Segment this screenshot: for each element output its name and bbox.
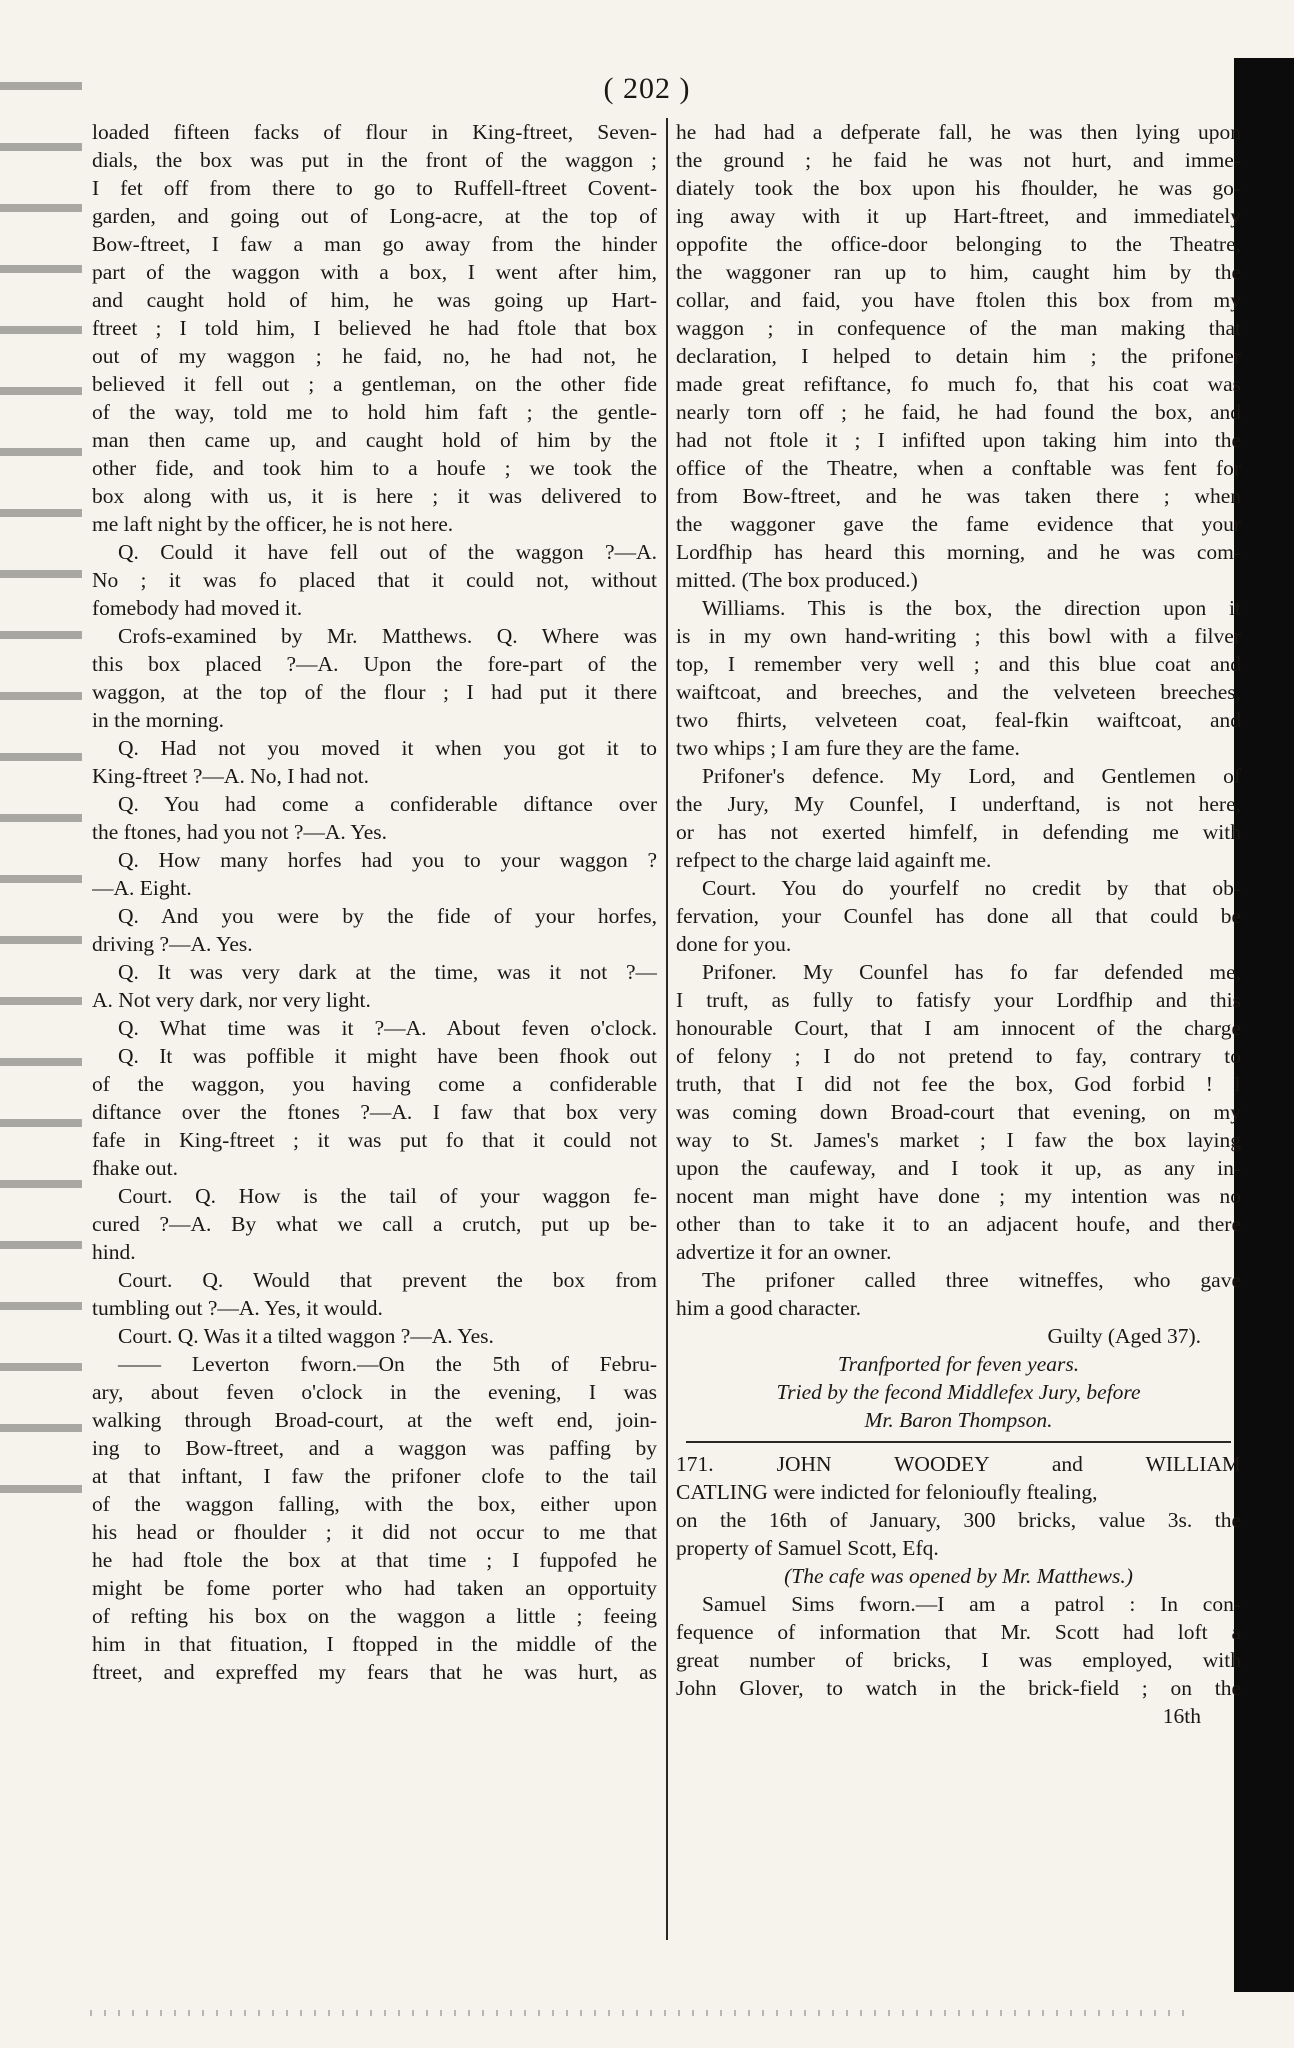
right-text-line: on the 16th of January, 300 bricks, value 3s. the [676, 1508, 1241, 1532]
left-text-line: fomebody had moved it. [92, 596, 303, 620]
right-text-line: oppofite the office-door belonging to the Theatre, [676, 232, 1241, 256]
page-number: ( 202 ) [603, 72, 691, 105]
right-text-line: diately took the box upon his fhoulder, he was go- [676, 176, 1241, 200]
right-text-line: Guilty (Aged 37). [1047, 1324, 1201, 1348]
right-text-line: the ground ; he faid he was not hurt, and imme- [676, 148, 1241, 172]
left-text-line: man then came up, and caught hold of him by the [92, 428, 657, 452]
left-text-line: of the waggon, you having come a confiderable [92, 1072, 657, 1096]
left-text-line: ftreet ; I told him, I believed he had ftole that box [92, 316, 657, 340]
right-text-line: is in my own hand-writing ; this bowl with a filver [676, 624, 1241, 648]
right-text-line: had not ftole it ; I infifted upon taking him into the [676, 428, 1241, 452]
right-text-line: Tranfported for feven years. [837, 1352, 1080, 1376]
section-rule [676, 1434, 1241, 1450]
scan-noise-bottom [90, 2010, 1190, 2016]
right-text-line: Prifoner. My Counfel has fo far defended me, [702, 960, 1241, 984]
left-text-line: dials, the box was put in the front of the waggon ; [92, 148, 657, 172]
left-text-line: Q. How many horfes had you to your waggon ? [118, 848, 657, 872]
left-text-line: diftance over the ftones ?—A. I faw that box very [92, 1100, 657, 1124]
right-text-line: honourable Court, that I am innocent of the charge [676, 1016, 1241, 1040]
left-text-line: me laft night by the officer, he is not here. [92, 512, 454, 536]
left-text-line: part of the waggon with a box, I went after him, [92, 260, 657, 284]
left-text-line: ary, about feven o'clock in the evening, I was [92, 1380, 657, 1404]
right-text-line: fervation, your Counfel has done all that could be [676, 904, 1241, 928]
right-text-line: truth, that I did not fee the box, God forbid ! I [676, 1072, 1241, 1096]
left-text-line: A. Not very dark, nor very light. [92, 988, 371, 1012]
right-column [676, 118, 1241, 1730]
right-text-line: office of the Theatre, when a conftable was fent for [676, 456, 1241, 480]
left-text-line: No ; it was fo placed that it could not, without [92, 568, 657, 592]
left-text-line: this box placed ?—A. Upon the fore-part of the [92, 652, 657, 676]
right-text-line: done for you. [676, 932, 792, 956]
left-text-line: other fide, and took him to a houfe ; we took the [92, 456, 657, 480]
left-text-line: Q. What time was it ?—A. About feven o'clock. [118, 1016, 657, 1040]
left-text-line: of the way, told me to hold him faft ; the gentle- [92, 400, 657, 424]
right-text-line: 16th [1162, 1704, 1201, 1728]
left-text-line: and caught hold of him, he was going up Hart- [92, 288, 657, 312]
right-text-line: collar, and faid, you have ftolen this box from my [676, 288, 1241, 312]
right-text-line: advertize it for an owner. [676, 1240, 892, 1264]
right-text-line: him a good character. [676, 1296, 862, 1320]
right-text-line: he had had a defperate fall, he was then lying upon [676, 120, 1241, 144]
right-text-line: Lordfhip has heard this morning, and he was com- [676, 540, 1241, 564]
right-text-line: Tried by the fecond Middlefex Jury, before [776, 1380, 1141, 1404]
left-text-line: Q. It was very dark at the time, was it not ?— [118, 960, 657, 984]
left-text-line: garden, and going out of Long-acre, at the top of [92, 204, 657, 228]
left-text-line: waggon, at the top of the flour ; I had put it there [92, 680, 657, 704]
scan-shadow-right [1234, 58, 1294, 1992]
left-text-line: out of my waggon ; he faid, no, he had not, he [92, 344, 657, 368]
left-text-line: cured ?—A. By what we call a crutch, put up be- [92, 1212, 657, 1236]
left-text-line: Bow-ftreet, I faw a man go away from the hinder [92, 232, 657, 256]
right-text-line: John Glover, to watch in the brick-field ; on the [676, 1676, 1241, 1700]
left-text-line: walking through Broad-court, at the weft end, join- [92, 1408, 657, 1432]
right-text-line: great number of bricks, I was employed, with [676, 1648, 1241, 1672]
right-text-line: mitted. (The box produced.) [676, 568, 918, 592]
right-text-line: nearly torn off ; he faid, he had found the box, and [676, 400, 1241, 424]
right-text-line: 171. JOHN WOODEY and WILLIAM [676, 1452, 1241, 1476]
right-text-line: top, I remember very well ; and this blue coat and [676, 652, 1241, 676]
left-text-line: he had ftole the box at that time ; I fuppofed he [92, 1548, 657, 1572]
left-text-line: ing to Bow-ftreet, and a waggon was paffing by [92, 1436, 657, 1460]
left-text-line: Court. Q. How is the tail of your waggon fe- [118, 1184, 657, 1208]
left-text-line: might be fome porter who had taken an opportuity [92, 1576, 657, 1600]
right-text-line: ing away with it up Hart-ftreet, and immediately [676, 204, 1241, 228]
left-text-line: hind. [92, 1240, 136, 1264]
left-text-line: —— Leverton fworn.—On the 5th of Febru- [118, 1352, 657, 1376]
left-text-line: Court. Q. Would that prevent the box from [118, 1268, 657, 1292]
right-text-line: two fhirts, velveteen coat, feal-fkin waiftcoat, and [676, 708, 1241, 732]
right-text-line: or has not exerted himfelf, in defending me with [676, 820, 1241, 844]
right-text-line: fequence of information that Mr. Scott had loft a [676, 1620, 1241, 1644]
right-text-line: made great refiftance, fo much fo, that his coat was [676, 372, 1241, 396]
left-text-line: driving ?—A. Yes. [92, 932, 253, 956]
left-text-line: box along with us, it is here ; it was delivered to [92, 484, 657, 508]
scan-shadow-left [0, 60, 82, 1520]
right-text-line: Williams. This is the box, the direction upon it [702, 596, 1241, 620]
left-text-line: tumbling out ?—A. Yes, it would. [92, 1296, 383, 1320]
left-text-line: at that inftant, I faw the prifoner clofe to the tail [92, 1464, 657, 1488]
left-text-line: the ftones, had you not ?—A. Yes. [92, 820, 388, 844]
left-text-line: King-ftreet ?—A. No, I had not. [92, 764, 370, 788]
right-text-line: property of Samuel Scott, Efq. [676, 1536, 939, 1560]
right-text-line: upon the caufeway, and I took it up, as any in- [676, 1156, 1241, 1180]
column-divider [666, 118, 668, 1940]
left-column [92, 118, 657, 1686]
right-text-line: waiftcoat, and breeches, and the velveteen breeches, [676, 680, 1241, 704]
right-text-line: (The cafe was opened by Mr. Matthews.) [784, 1564, 1133, 1588]
right-text-line: was coming down Broad-court that evening, on my [676, 1100, 1241, 1124]
right-text-line: declaration, I helped to detain him ; the prifoner [676, 344, 1241, 368]
left-text-line: Q. It was poffible it might have been fhook out [118, 1044, 657, 1068]
left-text-line: loaded fifteen facks of flour in King-ftreet, Seven- [92, 120, 657, 144]
left-text-line: ftreet, and expreffed my fears that he was hurt, as [92, 1660, 657, 1684]
right-text-line: Mr. Baron Thompson. [864, 1408, 1053, 1432]
right-text-line: from Bow-ftreet, and he was taken there ; when [676, 484, 1241, 508]
left-text-line: Q. You had come a confiderable diftance over [118, 792, 657, 816]
right-text-line: other than to take it to an adjacent houfe, and there [676, 1212, 1241, 1236]
left-text-line: of the waggon falling, with the box, either upon [92, 1492, 657, 1516]
left-text-line: him in that fituation, I ftopped in the middle of the [92, 1632, 657, 1656]
right-text-line: Samuel Sims fworn.—I am a patrol : In con- [702, 1592, 1241, 1616]
right-text-line: refpect to the charge laid againft me. [676, 848, 992, 872]
left-text-line: fhake out. [92, 1156, 178, 1180]
left-text-line: —A. Eight. [92, 876, 192, 900]
right-text-line: The prifoner called three witneffes, who gave [702, 1268, 1241, 1292]
right-text-line: of felony ; I do not pretend to fay, contrary to [676, 1044, 1241, 1068]
left-text-line: I fet off from there to go to Ruffell-ftreet Covent- [92, 176, 657, 200]
left-text-line: Q. Had not you moved it when you got it to [118, 736, 657, 760]
left-text-line: Q. Could it have fell out of the waggon ?—A. [118, 540, 657, 564]
right-text-line: waggon ; in confequence of the man making that [676, 316, 1241, 340]
left-text-line: his head or fhoulder ; it did not occur to me that [92, 1520, 657, 1544]
right-text-line: nocent man might have done ; my intention was no [676, 1184, 1241, 1208]
right-text-line: way to St. James's market ; I faw the box laying [676, 1128, 1241, 1152]
right-text-line: CATLING were indicted for felonioufly ftealing, [676, 1480, 1098, 1504]
left-text-line: in the morning. [92, 708, 224, 732]
left-text-line: Crofs-examined by Mr. Matthews. Q. Where was [118, 624, 657, 648]
left-text-line: Q. And you were by the fide of your horfes, [118, 904, 657, 928]
left-text-line: believed it fell out ; a gentleman, on the other fide [92, 372, 657, 396]
right-text-line: Prifoner's defence. My Lord, and Gentlemen of [702, 764, 1241, 788]
right-text-line: the waggoner ran up to him, caught him by the [676, 260, 1241, 284]
right-text-line: Court. You do yourfelf no credit by that ob- [702, 876, 1241, 900]
left-text-line: of refting his box on the waggon a little ; feeing [92, 1604, 657, 1628]
right-text-line: two whips ; I am fure they are the fame. [676, 736, 1020, 760]
right-text-line: the Jury, My Counfel, I underftand, is not here, [676, 792, 1241, 816]
right-text-line: I truft, as fully to fatisfy your Lordfhip and this [676, 988, 1241, 1012]
left-text-line: Court. Q. Was it a tilted waggon ?—A. Yes. [118, 1324, 494, 1348]
left-text-line: fafe in King-ftreet ; it was put fo that it could not [92, 1128, 657, 1152]
right-text-line: the waggoner gave the fame evidence that your [676, 512, 1241, 536]
